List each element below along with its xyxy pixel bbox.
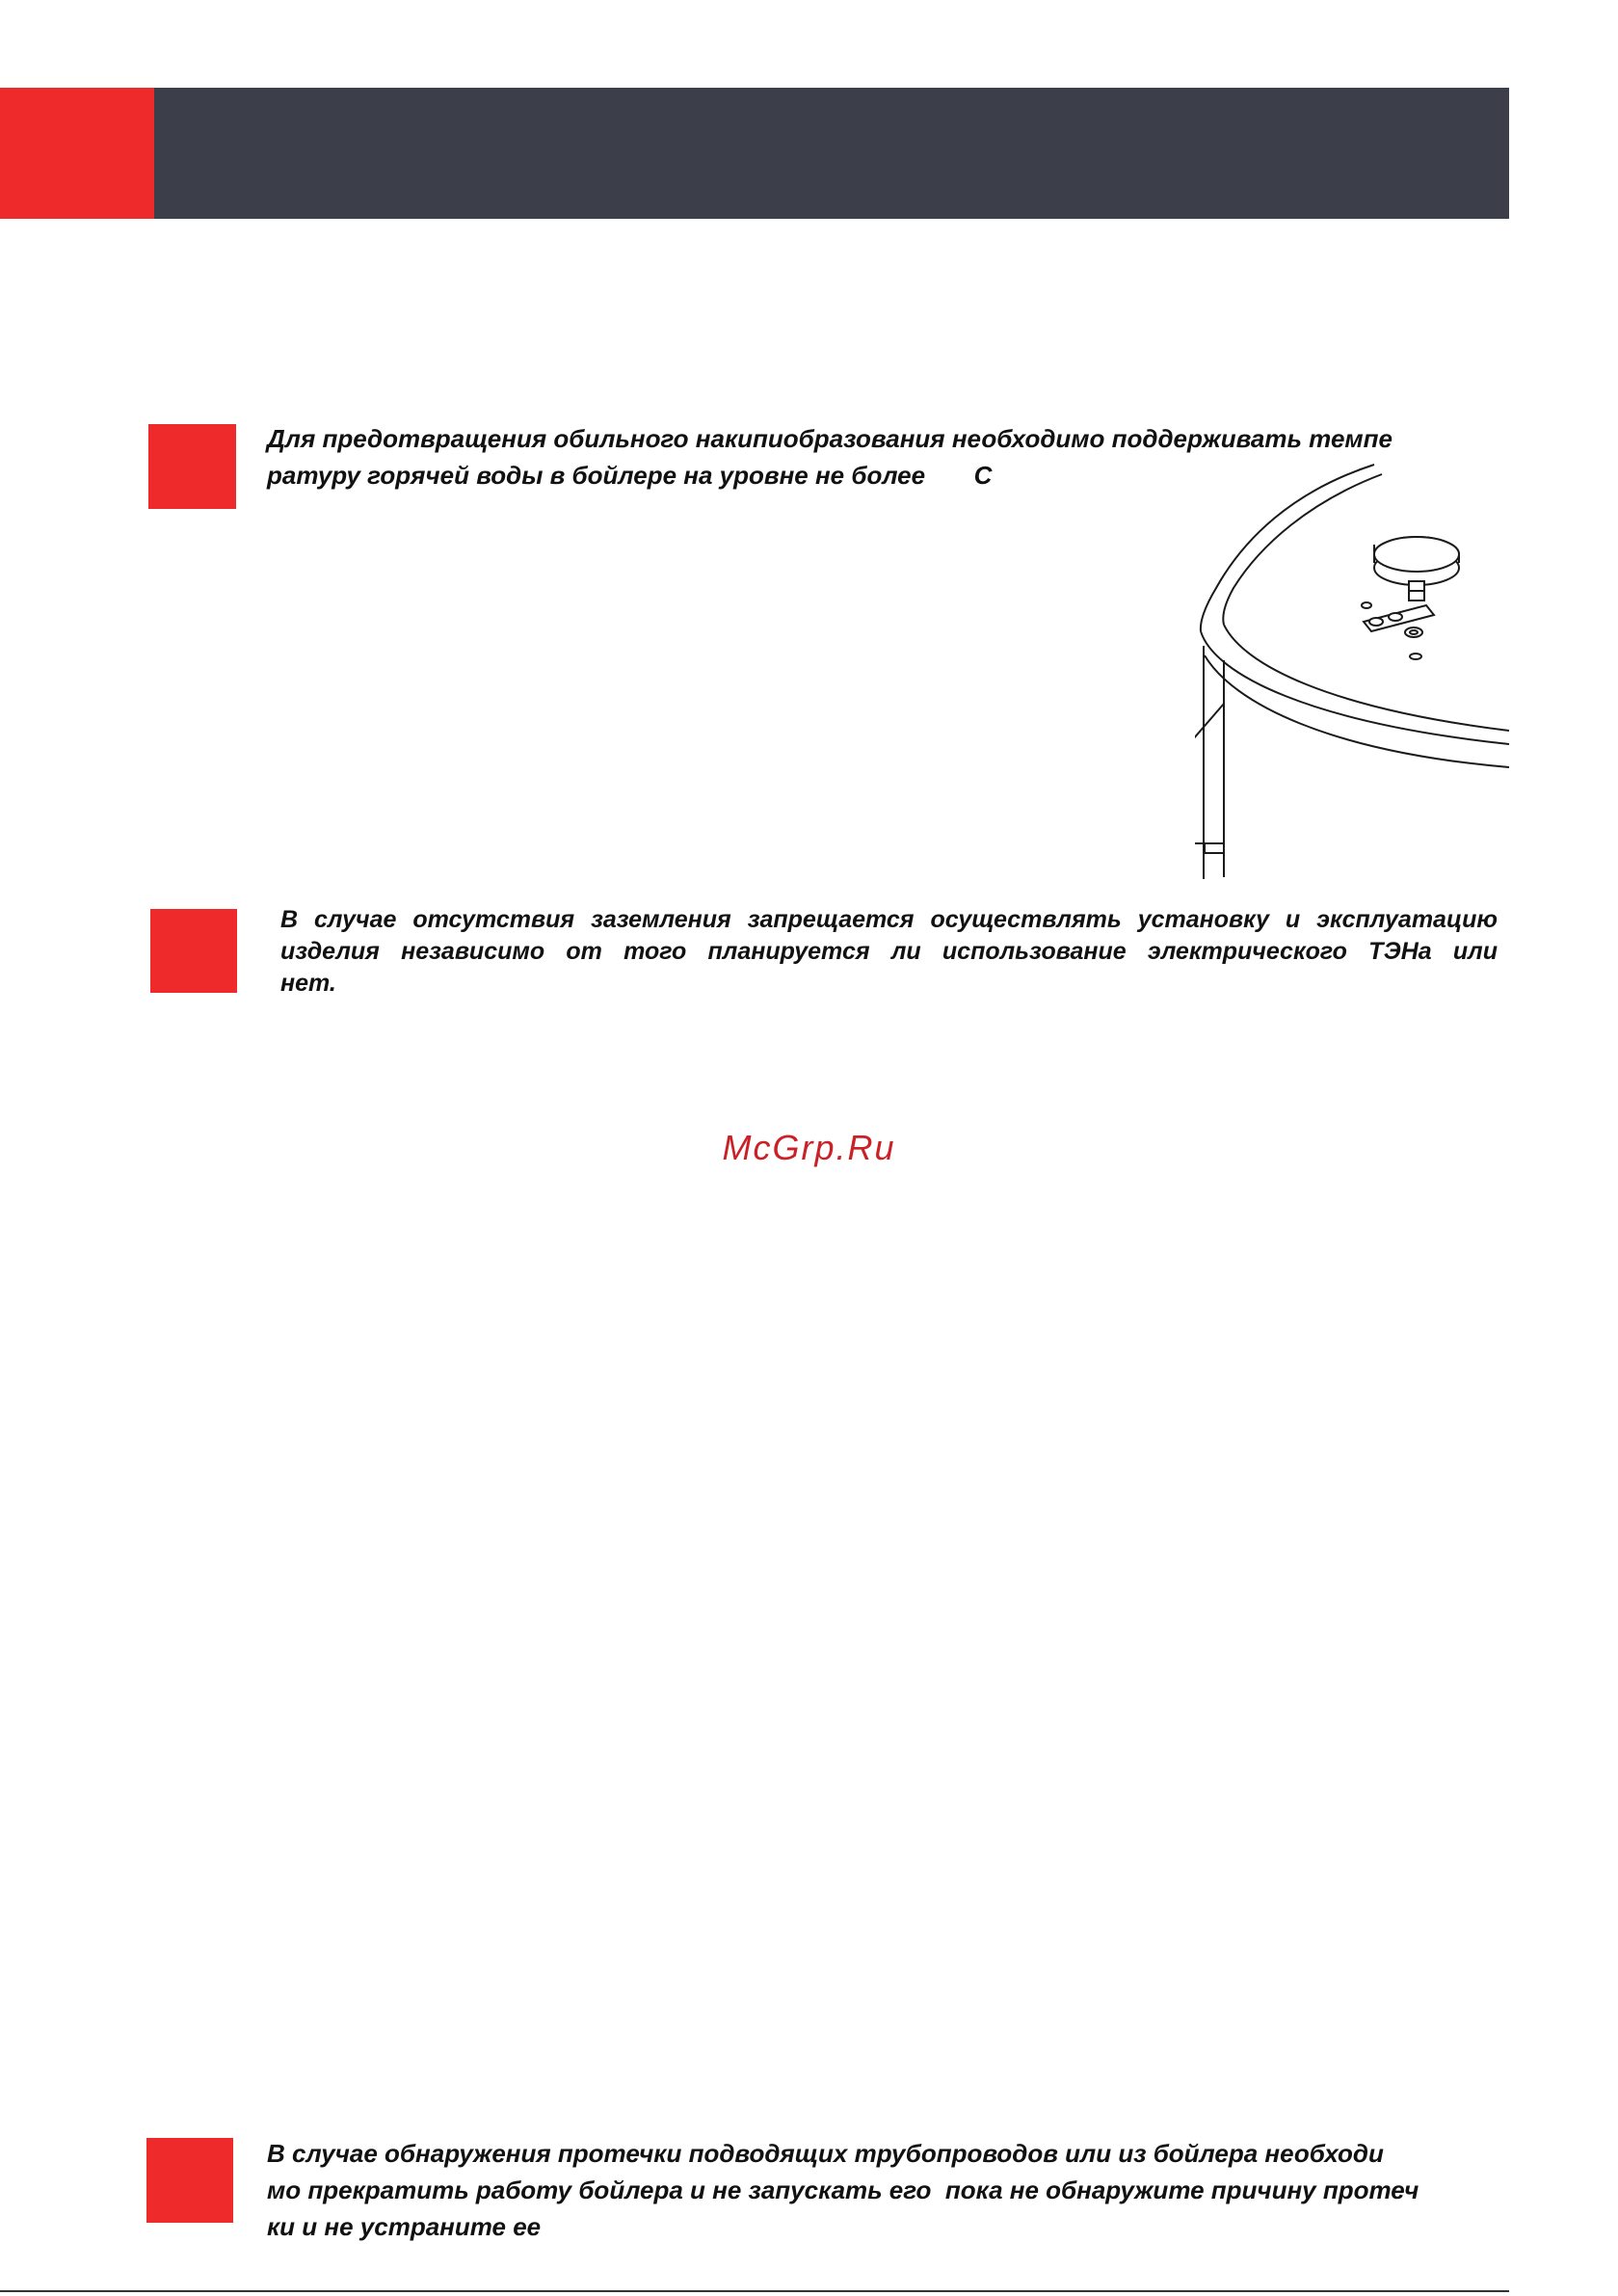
note-2-line-1: В случае отсутствия заземления запрещается осуществлять установку и эксплуатацию [280, 906, 1498, 933]
thermostat-knob-icon [1374, 537, 1459, 601]
note-1-marker [148, 424, 236, 509]
boiler-top-illustration [1195, 463, 1509, 882]
note-3-marker [146, 2138, 233, 2223]
note-1-line-1: Для предотвращения обильного накипиобразования необходимо поддерживать темпе [267, 424, 1393, 453]
note-2-marker [150, 909, 237, 993]
note-3-text [267, 2135, 1500, 2245]
watermark: McGrp.Ru [722, 1128, 896, 1167]
header-dark-bar [154, 88, 1509, 219]
note-2-text [280, 904, 1498, 1000]
note-3-line-3: ки и не устраните ее [267, 2212, 542, 2241]
side-panel-icon [1195, 704, 1224, 843]
header-red-block [0, 88, 154, 219]
note-3-line-2: мо прекратить работу бойлера и не запускать его пока не обнаружите причину протеч [267, 2176, 1419, 2204]
note-2-line-2: изделия независимо от того планируется ли использование электрического ТЭНа или [280, 938, 1498, 965]
footer-rule [0, 2290, 1509, 2292]
note-3-line-1: В случае обнаружения протечки подводящих трубопроводов или из бойлера необходи [267, 2139, 1384, 2168]
note-1-line-2: ратуру горячей воды в бойлере на уровне не более С [267, 461, 993, 490]
note-2-line-3: нет. [280, 970, 336, 997]
mounting-plate-icon [1362, 602, 1434, 659]
